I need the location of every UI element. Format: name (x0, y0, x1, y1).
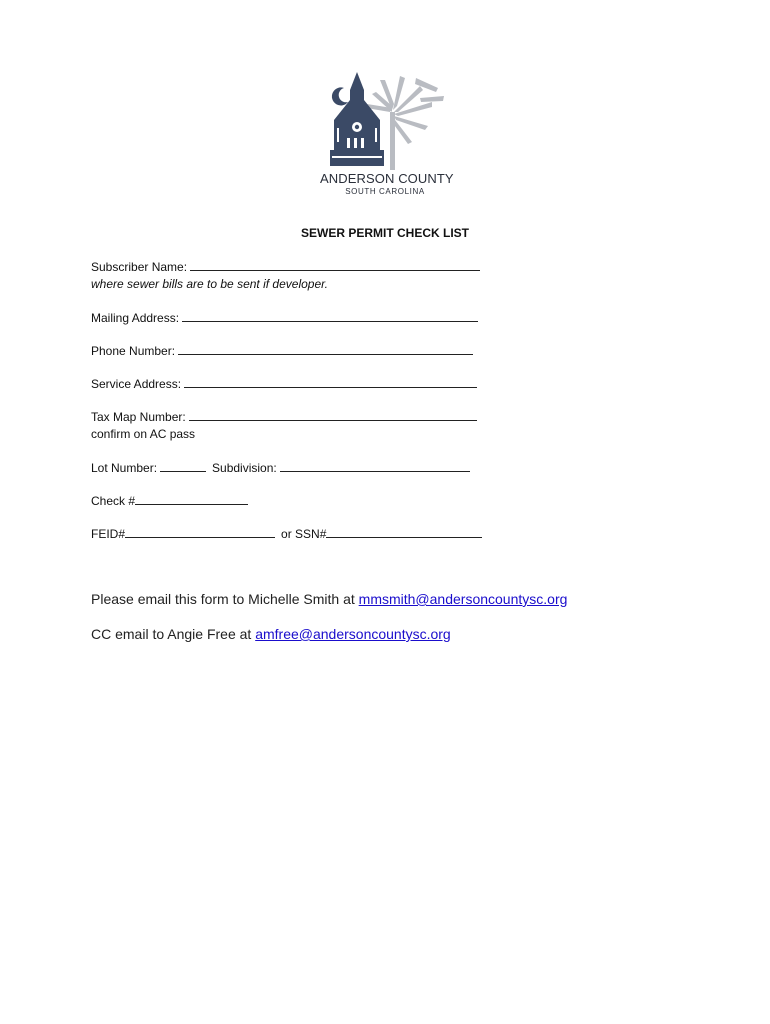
phone-number-label: Phone Number: (91, 344, 176, 358)
tax-map-number-blank[interactable] (189, 409, 477, 421)
cc-contact-line (91, 626, 451, 642)
mailing-address-blank[interactable] (182, 310, 478, 322)
logo-county-name: ANDERSON COUNTY (320, 171, 454, 186)
mailing-address-label: Mailing Address: (91, 311, 180, 325)
lot-number-label: Lot Number: (91, 461, 158, 475)
subdivision-label: Subdivision: (212, 461, 277, 475)
primary-contact-text: Please email this form to Michelle Smith at (91, 591, 355, 607)
ssn-blank[interactable] (326, 526, 482, 538)
page-title: SEWER PERMIT CHECK LIST (300, 226, 469, 240)
check-field[interactable] (91, 493, 248, 508)
courthouse-palmetto-logo-icon (320, 72, 450, 172)
feid-blank[interactable] (125, 526, 275, 538)
cc-email-link[interactable]: amfree@andersoncountysc.org (255, 626, 451, 642)
primary-contact-line (91, 591, 567, 607)
feid-label: FEID# (91, 527, 126, 541)
subscriber-note: where sewer bills are to be sent if developer. (91, 277, 329, 291)
county-logo (320, 72, 454, 204)
mailing-address-field[interactable] (91, 310, 478, 325)
service-address-blank[interactable] (184, 376, 477, 388)
phone-number-blank[interactable] (178, 343, 473, 355)
check-blank[interactable] (135, 493, 248, 505)
phone-number-field[interactable] (91, 343, 473, 358)
subscriber-name-blank[interactable] (190, 259, 480, 271)
service-address-label: Service Address: (91, 377, 182, 391)
subdivision-blank[interactable] (280, 460, 470, 472)
tax-map-number-label: Tax Map Number: (91, 410, 186, 424)
service-address-field[interactable] (91, 376, 477, 391)
subscriber-name-field[interactable] (91, 259, 480, 274)
logo-state-name: SOUTH CAROLINA (345, 187, 425, 196)
lot-subdivision-row[interactable] (91, 460, 470, 475)
ssn-label: or SSN# (281, 527, 327, 541)
primary-email-link[interactable]: mmsmith@andersoncountysc.org (358, 591, 568, 607)
cc-contact-text: CC email to Angie Free at (91, 626, 252, 642)
tax-map-number-field[interactable] (91, 409, 477, 424)
check-label: Check # (91, 494, 136, 508)
subscriber-name-label: Subscriber Name: (91, 260, 188, 274)
tax-map-note: confirm on AC pass (91, 427, 196, 441)
feid-ssn-row[interactable] (91, 526, 482, 541)
lot-number-blank[interactable] (160, 460, 206, 472)
